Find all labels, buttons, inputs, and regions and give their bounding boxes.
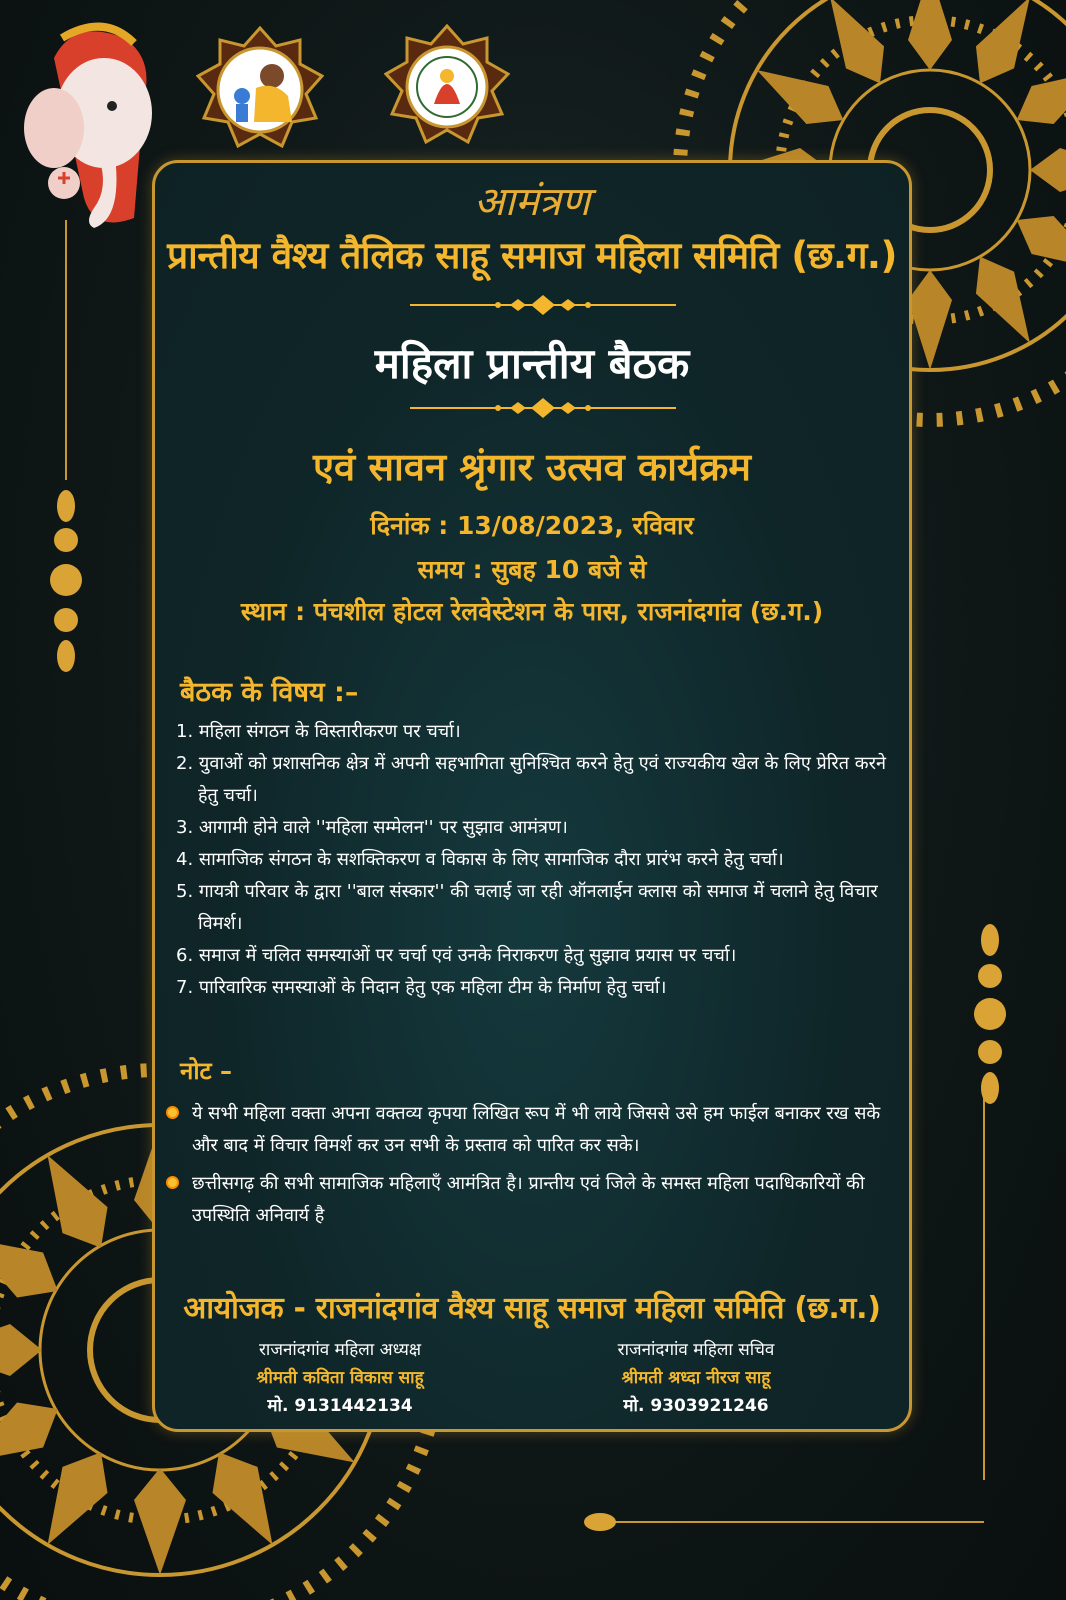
- signatory-phone: मो. 9303921246: [623, 1396, 769, 1416]
- festival-title: एवं सावन श्रृंगार उत्सव कार्यक्रम: [313, 444, 751, 489]
- topic-item: 5. गायत्री परिवार के द्वारा ''बाल संस्कार'' की चलाई जा रही ऑनलाईन क्लास को समाज में चलाने हेतु विचार विमर्श।: [176, 881, 878, 934]
- note-heading: नोट –: [180, 1057, 232, 1085]
- topic-item: 4. सामाजिक संगठन के सशक्तिकरण व विकास के लिए सामाजिक दौरा प्रारंभ करने हेतु चर्चा।: [176, 849, 784, 870]
- topic-item: 1. महिला संगठन के विस्तारीकरण पर चर्चा।: [176, 721, 461, 742]
- event-time: समय : सुबह 10 बजे से: [417, 555, 647, 584]
- bullet-dot-icon: [166, 1176, 179, 1189]
- topic-item: 6. समाज में चलित समस्याओं पर चर्चा एवं उनके निराकरण हेतु सुझाव प्रयास पर चर्चा।: [176, 945, 737, 966]
- event-date: दिनांक : 13/08/2023, रविवार: [370, 511, 694, 540]
- krishna-yashoda-badge-icon: [196, 26, 324, 154]
- topic-item: 3. आगामी होने वाले ''महिला सम्मेलन'' पर सुझाव आमंत्रण।: [176, 817, 568, 838]
- topic-item: 2. युवाओं को प्रशासनिक क्षेत्र में अपनी सहभागिता सुनिश्चित करने हेतु एवं राज्यकीय खेल के लिए प्रेरित करने हेतु चर्चा।: [176, 753, 886, 806]
- notes-list: [166, 1098, 886, 1238]
- note-text: ये सभी महिला वक्ता अपना वक्तव्य कृपया लिखित रूप में भी लाये जिससे उसे हम फाईल बनाकर रख सके और बाद में विचार विमर्श कर उन सभी के प्रस्ताव को पारित कर सके।: [192, 1103, 881, 1156]
- note-item: [166, 1098, 886, 1162]
- ganesha-illustration-icon: [14, 18, 164, 238]
- organizer-title: आयोजक - राजनांदगांव वैश्य साहू समाज महिला समिति (छ.ग.): [183, 1291, 881, 1326]
- signatory-role: राजनांदगांव महिला सचिव: [617, 1340, 775, 1360]
- topics-heading: बैठक के विषय :–: [180, 677, 359, 708]
- note-item: [166, 1168, 886, 1232]
- signatory-secretary: [546, 1336, 846, 1420]
- invite-word: आमंत्रण: [474, 179, 590, 225]
- meeting-title: महिला प्रान्तीय बैठक: [374, 339, 690, 388]
- signatory-name: श्रीमती श्रध्दा नीरज साहू: [621, 1368, 771, 1388]
- signatory-president: [190, 1336, 490, 1420]
- bullet-dot-icon: [166, 1106, 179, 1119]
- topics-list: [176, 716, 906, 1004]
- samiti-logo-badge-icon: [384, 24, 510, 150]
- signatory-role: राजनांदगांव महिला अध्यक्ष: [258, 1340, 422, 1360]
- ornament-divider-top-icon: [410, 295, 676, 315]
- ornament-divider-bottom-icon: [410, 398, 676, 418]
- organization-title: प्रान्तीय वैश्य तैलिक साहू समाज महिला समिति (छ.ग.): [167, 234, 897, 277]
- event-venue: स्थान : पंचशील होटल रेलवेस्टेशन के पास, राजनांदगांव (छ.ग.): [240, 597, 824, 626]
- note-text: छत्तीसगढ़ की सभी सामाजिक महिलाएँ आमंत्रित है। प्रान्तीय एवं जिले के समस्त महिला पदाधिकारियों की उपस्थिति अनिवार्य है: [192, 1173, 865, 1226]
- signatory-phone: मो. 9131442134: [267, 1396, 413, 1416]
- signatory-name: श्रीमती कविता विकास साहू: [256, 1368, 424, 1388]
- topic-item: 7. पारिवारिक समस्याओं के निदान हेतु एक महिला टीम के निर्माण हेतु चर्चा।: [176, 977, 667, 998]
